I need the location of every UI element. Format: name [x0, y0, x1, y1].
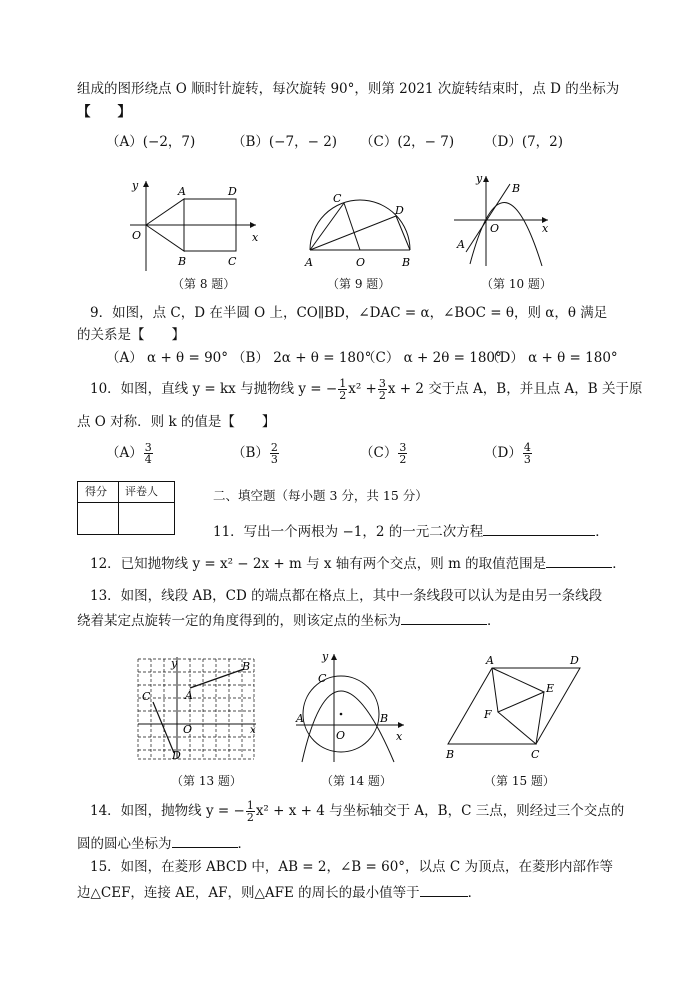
- fig8-label-b: B: [178, 255, 187, 268]
- q8-option-d: （D）(7，2): [484, 134, 564, 150]
- q8-bracket: 【 】: [77, 104, 131, 120]
- q15-line2: 边△CEF，连接 AE，AF，则△AFE 的周长的最小值等于 ．: [77, 882, 481, 903]
- q11: 11．写出一个两根为 −1，2 的一元二次方程 ．: [213, 521, 609, 542]
- q8-option-b: （B）(−7，− 2): [232, 134, 338, 150]
- q9-line2: 的关系是【 】: [77, 327, 185, 343]
- q10-frac2: $\frac{3}{2}$: [378, 377, 386, 402]
- fig14-label-c: C: [318, 672, 327, 685]
- q10-option-c: （C） $\frac{3}{2}$: [360, 441, 407, 466]
- q10-option-b: （B） $\frac{2}{3}$: [232, 441, 278, 466]
- figure-10: [448, 170, 558, 270]
- figure-14: [290, 650, 410, 765]
- fig8-caption: （第 8 题）: [172, 277, 236, 291]
- fig9-label-a: A: [305, 256, 313, 269]
- figure-8: [124, 175, 264, 275]
- fig13-label-y: y: [171, 657, 178, 670]
- q10-pre: 10．如图，直线 y = kx 与抛物线 y = −: [90, 381, 338, 397]
- fig15-caption: （第 15 题）: [484, 774, 555, 788]
- fig10-caption: （第 10 题）: [481, 277, 552, 291]
- fig10-label-y: y: [476, 172, 483, 185]
- fig13-label-d: D: [172, 749, 181, 762]
- fig15-label-c: C: [531, 748, 540, 761]
- q10-option-d: （D） $\frac{4}{3}$: [484, 441, 531, 466]
- q8-line1: 组成的图形绕点 O 顺时针旋转，每次旋转 90°，则第 2021 次旋转结束时，点 D 的坐标为: [77, 81, 620, 97]
- q13-line2: 绕着某定点旋转一定的角度得到的，则该定点的坐标为 ．: [77, 610, 501, 631]
- fig14-caption: （第 14 题）: [321, 774, 392, 788]
- fig15-label-d: D: [570, 654, 579, 667]
- grade-grader-label: 评卷人: [125, 485, 158, 498]
- fig13-label-x: x: [250, 725, 256, 736]
- q10-mid: x² +: [348, 381, 377, 397]
- fig14-label-y: y: [322, 650, 329, 663]
- q8-option-a: （A）(−2，7): [106, 134, 196, 150]
- grade-box: [77, 481, 175, 535]
- fig10-label-b: B: [512, 182, 521, 195]
- figure-15: [440, 652, 590, 762]
- q10-option-a: （A） $\frac{3}{4}$: [106, 441, 152, 466]
- fig14-label-b: B: [380, 712, 389, 725]
- fig10-label-a: A: [457, 238, 465, 251]
- fig14-label-o: O: [336, 729, 346, 742]
- section2-title: 二、填空题（每小题 3 分，共 15 分）: [213, 488, 428, 503]
- q9-line1: 9．如图，点 C，D 在半圆 O 上，CO∥BD，∠DAC = α，∠BOC = θ，则 α，θ 满足: [90, 305, 608, 321]
- q14-line1: 14．如图，抛物线 y = − $\frac{1}{2}$ x² + x + 4 与坐标轴交于 A，B，C 三点，则经过三个交点的: [90, 799, 625, 824]
- fig14-label-x: x: [396, 730, 403, 743]
- fig13-label-a: A: [185, 689, 193, 702]
- fig15-label-e: E: [546, 682, 555, 695]
- figure-13: [134, 655, 260, 763]
- q13-line1: 13．如图，线段 AB，CD 的端点都在格点上，其中一条线段可以认为是由另一条线段: [90, 588, 603, 604]
- fig8-label-d: D: [228, 185, 237, 198]
- fig8-label-c: C: [228, 255, 237, 268]
- q15-line1: 15．如图，在菱形 ABCD 中，AB = 2，∠B = 60°，以点 C 为顶点，在菱形内部作等: [90, 859, 613, 875]
- q14-line2: 圆的圆心坐标为 ．: [77, 833, 251, 854]
- fig15-label-a: A: [486, 654, 494, 667]
- q12: 12．已知抛物线 y = x² − 2x + m 与 x 轴有两个交点，则 m 的取值范围是 ．: [90, 553, 626, 574]
- fig8-label-a: A: [178, 185, 186, 198]
- fig10-label-x: x: [542, 222, 549, 235]
- fig9-caption: （第 9 题）: [327, 277, 391, 291]
- q10-frac1: $\frac{1}{2}$: [339, 377, 347, 402]
- grade-score-label: 得分: [85, 485, 107, 498]
- fig9-label-c: C: [333, 192, 342, 205]
- q10-post: x + 2 交于点 A，B，并且点 A，B 关于原: [387, 381, 643, 397]
- q9-option-b: （B） 2α + θ = 180°: [232, 350, 372, 366]
- fig13-label-o: O: [183, 723, 193, 736]
- fig9-label-o: O: [356, 256, 366, 269]
- fig13-label-c: C: [142, 690, 151, 703]
- fig8-label-x: x: [252, 231, 259, 244]
- fig13-caption: （第 13 题）: [171, 774, 242, 788]
- q8-option-c: （C）(2，− 7): [360, 134, 455, 150]
- q10-line1: [90, 378, 642, 401]
- q9-option-d: （D） α + θ = 180°: [486, 350, 618, 366]
- fig9-label-b: B: [402, 256, 411, 269]
- figure-9: [300, 190, 420, 270]
- fig10-label-o: O: [490, 222, 500, 235]
- fig8-label-o: O: [132, 229, 142, 242]
- fig14-label-a: A: [296, 712, 304, 725]
- q9-option-a: （A） α + θ = 90°: [106, 350, 229, 366]
- q9-option-c: （C） α + 2θ = 180°: [362, 350, 502, 366]
- fig9-label-d: D: [395, 204, 404, 217]
- fig13-label-b: B: [242, 660, 251, 673]
- fig8-label-y: y: [132, 179, 139, 192]
- q10-line2: 点 O 对称．则 k 的值是【 】: [77, 414, 276, 430]
- fig15-label-b: B: [446, 748, 455, 761]
- fig15-label-f: F: [484, 708, 492, 721]
